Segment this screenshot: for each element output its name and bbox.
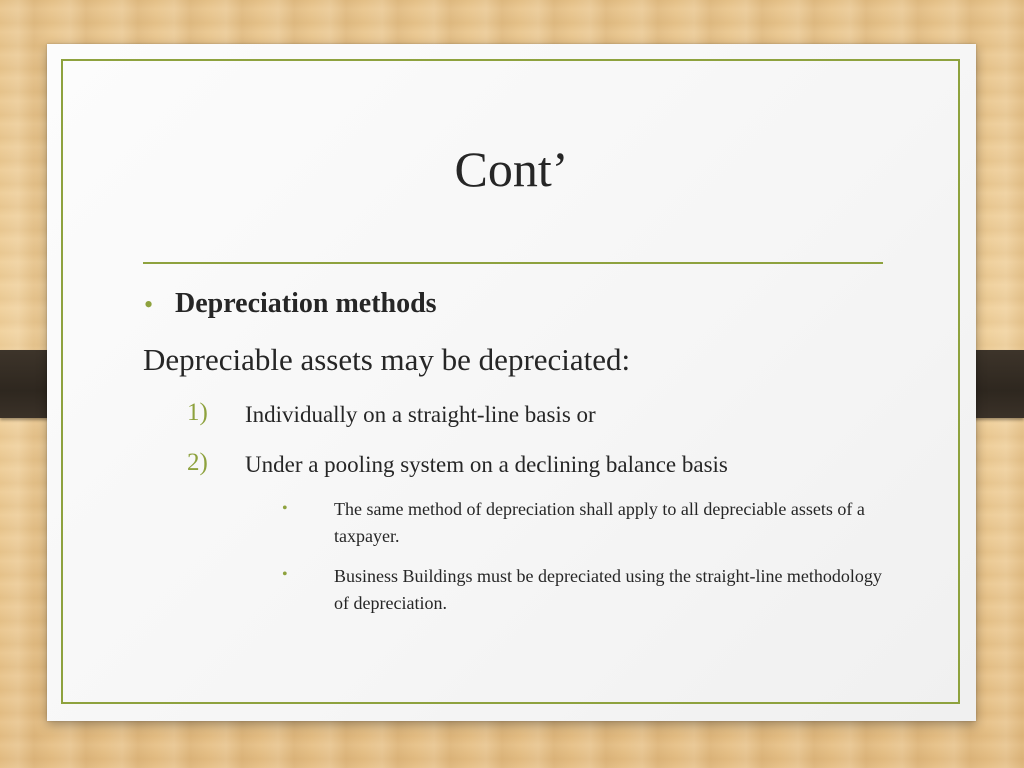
list-marker-1: 1) (187, 399, 208, 426)
bullet-depreciation-methods: Depreciation methods (175, 288, 437, 319)
list-item-1: Individually on a straight-line basis or (245, 402, 596, 427)
sub-bullet-2: Business Buildings must be depreciated using the straight-line methodology of depreciation. (334, 566, 882, 613)
depreciable-assets-heading: Depreciable assets may be depreciated: (143, 342, 631, 377)
slide-paper (47, 44, 976, 721)
bullet-dot-icon: • (144, 290, 154, 319)
sub-bullet-1: The same method of depreciation shall apply to all depreciable assets of a taxpayer. (334, 499, 865, 546)
list-item-2: Under a pooling system on a declining balance basis (245, 452, 728, 477)
sub-bullet-dot-icon: • (282, 566, 288, 583)
sub-bullet-dot-icon: • (282, 500, 288, 517)
list-marker-2: 2) (187, 449, 208, 476)
title-divider (143, 262, 883, 264)
slide-title: Cont’ (454, 141, 569, 197)
